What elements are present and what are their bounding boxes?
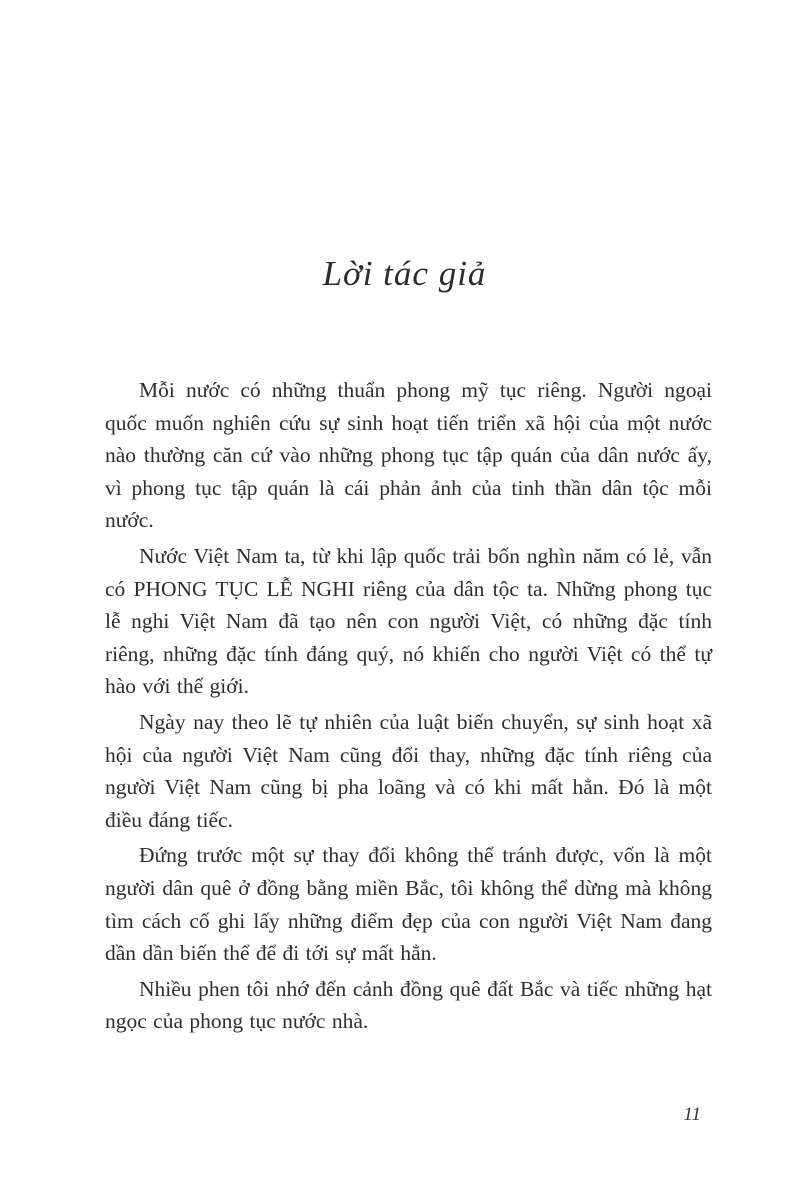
paragraph: Mỗi nước có những thuẩn phong mỹ tục riêng. Người ngoại quốc muốn nghiên cứu sự sinh hoạt tiến triển xã hội của một nước nào thường căn cứ vào những phong tục tập quán của dân nước ấy, vì phong tục tập quán là cái phản ảnh của tinh thần dân tộc mỗi nước.	[105, 378, 712, 533]
body-text	[105, 374, 712, 1041]
paragraph: Đứng trước một sự thay đổi không thể tránh được, vốn là một người dân quê ở đồng bằng miền Bắc, tôi không thể dừng mà không tìm cách cố ghi lấy những điểm đẹp của con người Việt Nam đang dần dần biến thể để đi tới sự mất hẳn.	[105, 843, 712, 966]
chapter-title: Lời tác giả	[322, 254, 487, 293]
page-number: 11	[683, 1104, 701, 1125]
paragraph: Ngày nay theo lẽ tự nhiên của luật biến chuyển, sự sinh hoạt xã hội của người Việt Nam cũng đổi thay, những đặc tính riêng của người Việt Nam cũng bị pha loãng và có khi mất hẳn. Đó là một điều đáng tiếc.	[105, 709, 712, 832]
paragraph: Nước Việt Nam ta, từ khi lập quốc trải bốn nghìn năm có lẻ, vẫn có PHONG TỤC LỄ NGHI riêng của dân tộc ta. Những phong tục lễ nghi Việt Nam đã tạo nên con người Việt, có những đặc tính riêng, những đặc tính đáng quý, nó khiến cho người Việt có thể tự hào với thế giới.	[105, 543, 712, 699]
paragraph: Nhiều phen tôi nhớ đến cảnh đồng quê đất Bắc và tiếc những hạt ngọc của phong tục nước nhà.	[105, 976, 712, 1034]
